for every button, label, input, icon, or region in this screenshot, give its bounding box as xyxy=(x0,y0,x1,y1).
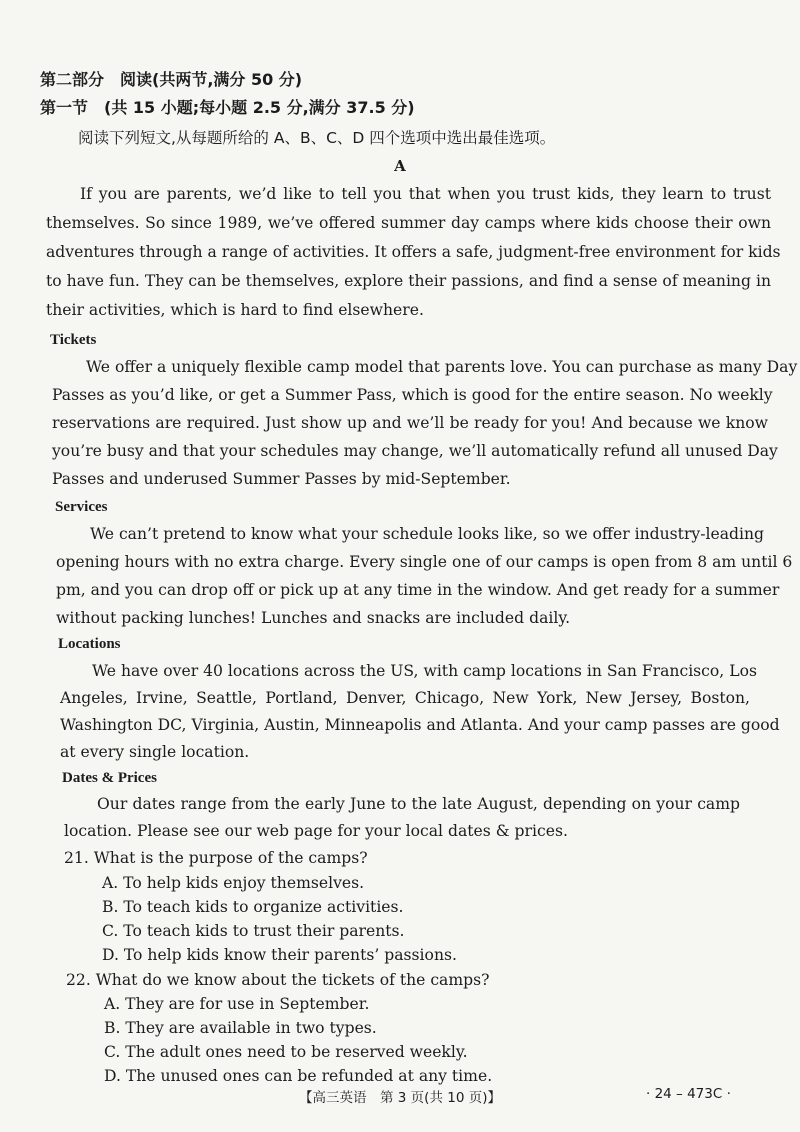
question-option: B. They are available in two types. xyxy=(104,1019,377,1037)
section-title: 第一节 (共 15 小题;每小题 2.5 分,满分 37.5 分) xyxy=(40,98,415,117)
question-option: D. To help kids know their parents’ passions. xyxy=(102,946,457,964)
passage-label: A xyxy=(394,157,406,175)
part-title: 第二部分 阅读(共两节,满分 50 分) xyxy=(40,70,303,89)
dates-line: location. Please see our web page for your local dates & prices. xyxy=(64,822,568,840)
tickets-line: reservations are required. Just show up and we’ll be ready for you! And because we know xyxy=(52,414,768,432)
question-option: C. To teach kids to trust their parents. xyxy=(102,922,405,940)
locations-line: We have over 40 locations across the US, with camp locations in San Francisco, Los xyxy=(92,662,757,680)
services-line: opening hours with no extra charge. Every single one of our camps is open from 8 am until 6 xyxy=(56,553,793,571)
question-option: B. To teach kids to organize activities. xyxy=(102,898,404,916)
locations-line: Angeles, Irvine, Seattle, Portland, Denver, Chicago, New York, New Jersey, Boston, xyxy=(60,689,750,707)
tickets-line: Passes as you’d like, or get a Summer Pass, which is good for the entire season. No weekly xyxy=(52,386,773,404)
question-option: A. To help kids enjoy themselves. xyxy=(102,874,365,892)
question-stem: 21. What is the purpose of the camps? xyxy=(64,849,368,867)
question-option: D. The unused ones can be refunded at any time. xyxy=(104,1067,493,1085)
tickets-line: you’re busy and that your schedules may change, we’ll automatically refund all unused Day xyxy=(52,442,778,460)
question-option: A. They are for use in September. xyxy=(104,995,370,1013)
question-option: C. The adult ones need to be reserved weekly. xyxy=(104,1043,468,1061)
page-footer: 【高三英语 第 3 页(共 10 页)】 xyxy=(299,1090,501,1106)
services-heading: Services xyxy=(55,499,108,515)
instruction: 阅读下列短文,从每题所给的 A、B、C、D 四个选项中选出最佳选项。 xyxy=(78,129,556,147)
tickets-heading: Tickets xyxy=(50,332,97,348)
services-line: without packing lunches! Lunches and snacks are included daily. xyxy=(56,609,571,627)
intro-line: adventures through a range of activities. It offers a safe, judgment-free environment for kids xyxy=(46,243,781,261)
tickets-line: We offer a uniquely flexible camp model that parents love. You can purchase as many Day xyxy=(86,358,798,376)
intro-line: themselves. So since 1989, we’ve offered summer day camps where kids choose their own xyxy=(46,214,771,232)
tickets-line: Passes and underused Summer Passes by mid-September. xyxy=(52,470,511,488)
services-line: We can’t pretend to know what your schedule looks like, so we offer industry-leading xyxy=(90,525,764,543)
question-stem: 22. What do we know about the tickets of the camps? xyxy=(66,971,490,989)
paper-code: · 24 – 473C · xyxy=(646,1086,731,1102)
intro-line: If you are parents, we’d like to tell you that when you trust kids, they learn to trust xyxy=(80,185,771,203)
intro-line: their activities, which is hard to find elsewhere. xyxy=(46,301,424,319)
dates-line: Our dates range from the early June to the late August, depending on your camp xyxy=(97,795,740,813)
services-line: pm, and you can drop off or pick up at any time in the window. And get ready for a summer xyxy=(56,581,780,599)
intro-line: to have fun. They can be themselves, explore their passions, and find a sense of meaning in xyxy=(46,272,771,290)
locations-heading: Locations xyxy=(58,636,121,652)
dates-heading: Dates & Prices xyxy=(62,770,157,786)
locations-line: Washington DC, Virginia, Austin, Minneapolis and Atlanta. And your camp passes are good xyxy=(60,716,780,734)
locations-line: at every single location. xyxy=(60,743,250,761)
